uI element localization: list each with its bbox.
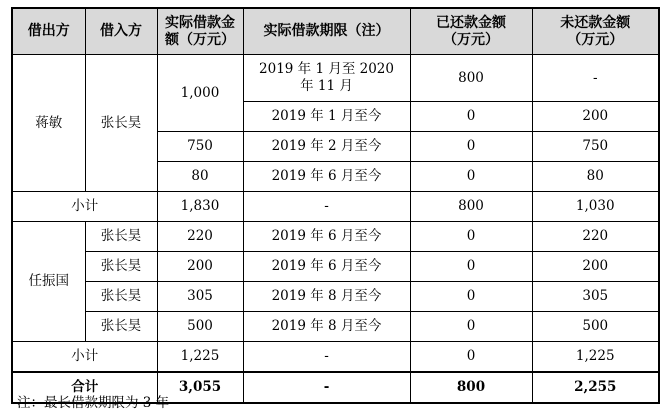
- repaid-cell: 800: [410, 55, 532, 102]
- amount-cell: 305: [157, 282, 243, 312]
- unpaid-cell: 80: [532, 162, 659, 192]
- unpaid-cell: 500: [532, 312, 659, 342]
- period-cell: 2019 年 8 月至今: [243, 312, 410, 342]
- subtotal-label: 小计: [12, 342, 157, 373]
- amount-cell: 500: [157, 312, 243, 342]
- period-cell: 2019 年 6 月至今: [243, 222, 410, 252]
- unpaid-cell: 220: [532, 222, 659, 252]
- repaid-cell: 0: [410, 162, 532, 192]
- amount-cell: 1,000: [157, 55, 243, 132]
- total-repaid: 800: [410, 372, 532, 403]
- unpaid-cell: 200: [532, 252, 659, 282]
- borrower-cell: 张长昊: [85, 312, 157, 342]
- header-repaid-line1: 已还款金额: [436, 14, 506, 31]
- amount-cell: 750: [157, 132, 243, 162]
- header-row: [12, 8, 659, 55]
- period-cell: 2019 年 6 月至今: [243, 252, 410, 282]
- borrower-cell: 张长昊: [85, 252, 157, 282]
- footnote: 注：最长借款期限为 3 年: [17, 395, 170, 411]
- total-amount: 3,055: [157, 372, 243, 403]
- header-amount-line1: 实际借款金: [165, 14, 235, 31]
- unpaid-cell: 750: [532, 132, 659, 162]
- loan-table-container: [11, 7, 658, 404]
- amount-cell: 220: [157, 222, 243, 252]
- unpaid-cell: 1,225: [532, 342, 659, 373]
- lender-cell: 蒋敏: [12, 55, 85, 192]
- loan-table: [11, 7, 660, 404]
- subtotal-label: 小计: [12, 192, 157, 222]
- borrower-cell: 张长昊: [85, 222, 157, 252]
- header-borrower: 借入方: [85, 8, 157, 55]
- total-period: -: [243, 372, 410, 403]
- period-cell: -: [243, 342, 410, 373]
- table-row: [12, 282, 659, 312]
- unpaid-cell: 1,030: [532, 192, 659, 222]
- period-cell: 2019 年 6 月至今: [243, 162, 410, 192]
- repaid-cell: 0: [410, 102, 532, 132]
- header-period: 实际借款期限（注）: [243, 8, 410, 55]
- repaid-cell: 0: [410, 252, 532, 282]
- period-cell: 2019 年 8 月至今: [243, 282, 410, 312]
- header-amount: [157, 8, 243, 55]
- period-cell: -: [243, 192, 410, 222]
- period-cell: [243, 55, 410, 102]
- borrower-cell: 张长昊: [85, 282, 157, 312]
- lender-cell: 任振国: [12, 222, 85, 342]
- table-row: [12, 252, 659, 282]
- repaid-cell: 0: [410, 282, 532, 312]
- unpaid-cell: 305: [532, 282, 659, 312]
- total-unpaid: 2,255: [532, 372, 659, 403]
- period-line1: 2019 年 1 月至 2020: [259, 61, 394, 77]
- amount-cell: 1,225: [157, 342, 243, 373]
- header-repaid-line2: （万元）: [443, 31, 499, 48]
- amount-cell: 200: [157, 252, 243, 282]
- unpaid-cell: 200: [532, 102, 659, 132]
- table-row: [12, 312, 659, 342]
- borrower-cell: 张长昊: [85, 55, 157, 192]
- unpaid-cell: -: [532, 55, 659, 102]
- table-row: [12, 222, 659, 252]
- repaid-cell: 0: [410, 342, 532, 373]
- repaid-cell: 0: [410, 312, 532, 342]
- header-unpaid: [532, 8, 659, 55]
- period-cell: 2019 年 2 月至今: [243, 132, 410, 162]
- repaid-cell: 0: [410, 132, 532, 162]
- period-line2: 年 11 月: [300, 78, 353, 94]
- table-row: [12, 55, 659, 102]
- header-repaid: [410, 8, 532, 55]
- period-cell: 2019 年 1 月至今: [243, 102, 410, 132]
- subtotal-row: [12, 192, 659, 222]
- header-lender: 借出方: [12, 8, 85, 55]
- header-unpaid-line2: （万元）: [567, 31, 624, 48]
- header-amount-line2: 额（万元）: [165, 31, 235, 48]
- repaid-cell: 0: [410, 222, 532, 252]
- subtotal-row: [12, 342, 659, 373]
- repaid-cell: 800: [410, 192, 532, 222]
- header-unpaid-line1: 未还款金额: [560, 14, 631, 31]
- amount-cell: 80: [157, 162, 243, 192]
- total-label: 合计: [12, 372, 157, 403]
- amount-cell: 1,830: [157, 192, 243, 222]
